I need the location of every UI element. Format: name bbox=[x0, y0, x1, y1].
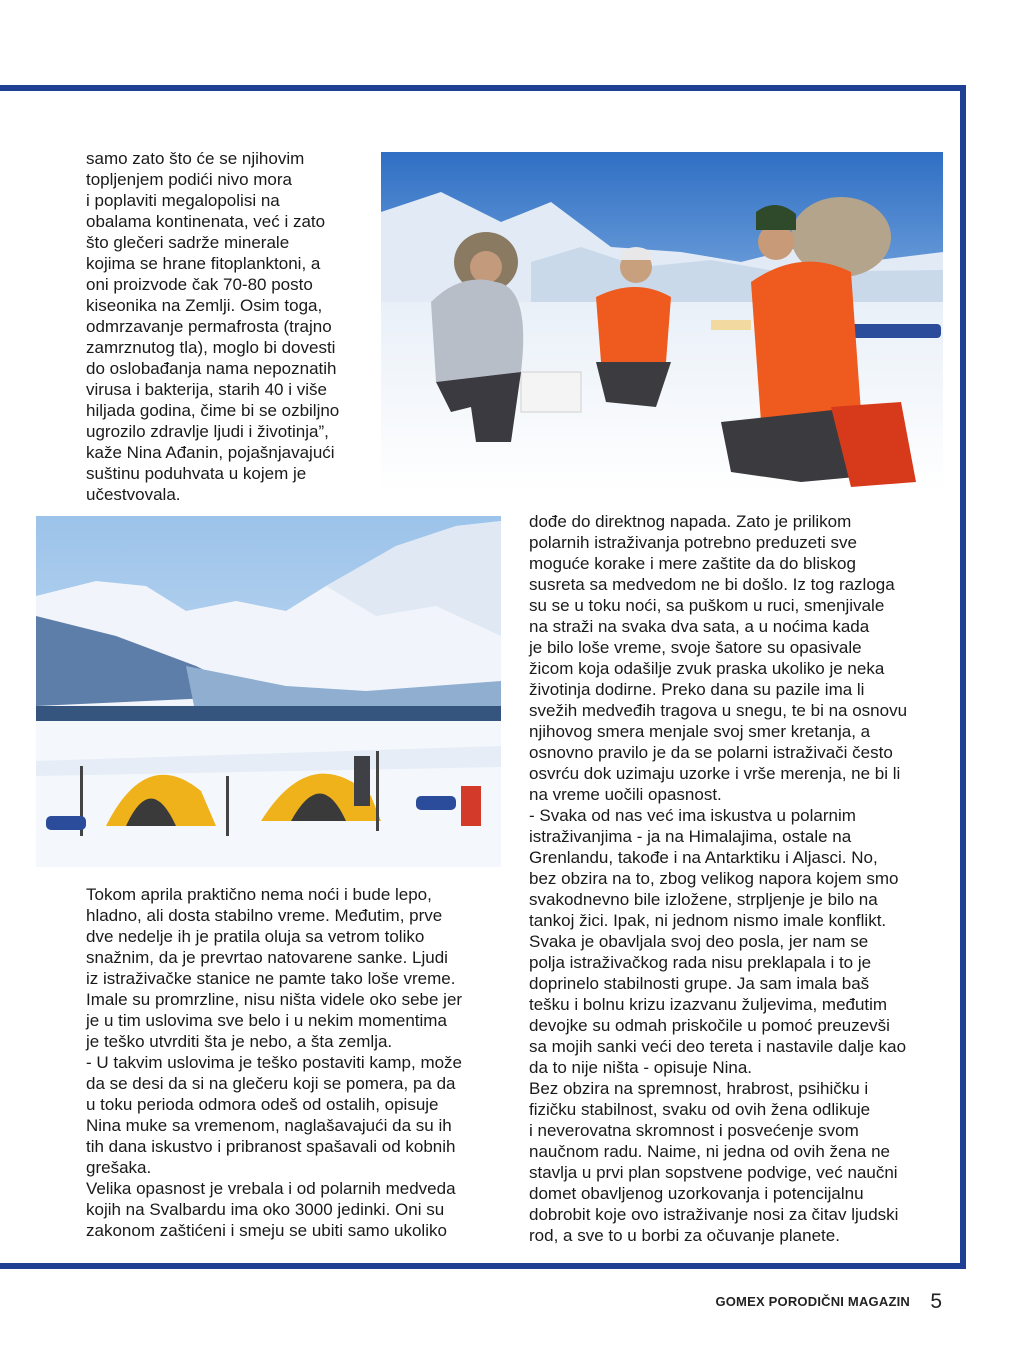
article-paragraph-bottom-left: Tokom aprila praktično nema noći i bude lepo, hladno, ali dosta stabilno vreme. Međutim, prve dve nedelje ih je pratila oluja sa vetrom toliko snažnim, da je prevrtao natovarene sanke. Ljudi iz istraživačke stanice ne pamte tako loše vreme. Imale su promrzline, nisu ništa videle oko sebe jer je u tim uslovima sve belo i u nekim momentima je teško utvrditi šta je nebo, a šta zemlja. - U takvim uslovima je teško postaviti kamp, može da se desi da si na glečeru koji se pomera, pa da u toku perioda odmora odeš od ostalih, opisuje Nina muke sa vremenom, naglašavajući da su ih tih dana iskustvo i pribranost spašavali od kobnih grešaka. Velika opasnost je vrebala i od polarnih medveda kojih na Svalbardu ima oko 3000 jedinki. Oni su zakonom zaštićeni i smeju se ubiti samo ukoliko bbox=[86, 885, 463, 1240]
page-frame-bottom bbox=[0, 1263, 966, 1269]
page-frame-top bbox=[0, 85, 966, 91]
page-footer bbox=[700, 1291, 950, 1321]
page-frame-right bbox=[960, 85, 966, 1269]
page-number: 5 bbox=[930, 1290, 942, 1313]
researchers-on-snow-photo bbox=[381, 152, 943, 493]
magazine-name: GOMEX PORODIČNI MAGAZIN bbox=[715, 1294, 910, 1309]
article-paragraph-top-left: samo zato što će se njihovim topljenjem podići nivo mora i poplaviti megalopolisi na obalama kontinenata, već i zato što glečeri sadrže minerale kojima se hrane fitoplanktoni, a oni proizvode čak 70-80 posto kiseonika na Zemlji. Osim toga, odmrzavanje permafrosta (trajno zamrznutog tla), moglo bi dovesti do oslobađanja nama nepoznatih virusa i bakterija, starih 40 i više hiljada godina, čime bi se ozbiljno ugrozilo zdravlje ljudi i životinja”, kaže Nina Ađanin, pojašnjavajući suštinu poduhvata u kojem je učestvovala. bbox=[86, 149, 340, 504]
arctic-camp-tents-photo bbox=[36, 516, 501, 867]
article-paragraph-right: dođe do direktnog napada. Zato je prilikom polarnih istraživanja potrebno preduzeti sve moguće korake i mere zaštite da do bliskog susreta sa medvedom ne bi došlo. Iz tog razloga su se u toku noći, sa puškom u ruci, smenjivale na straži na svaka dva sata, a u noćima kada je bilo loše vreme, svoje šatore su opasivale žicom koja odašilje zvuk praska ukoliko je neka životinja dodirne. Preko dana su pazile ima li svežih medveđih tragova u snegu, te bi na osnovu njihovog smera menjale svoj smer kretanja, a osnovno pravilo je da se polarni istraživači često osvrću dok uzimaju uzorke i vrše merenja, ne bi li na vreme uočili opasnost. - Svaka od nas već ima iskustva u polarnim istraživanjima - ja na Himalajima, ostale na Grenlandu, takođe i na Antarktiku i Aljasci. No, bez obzira na to, zbog velikog napora kojem smo svakodnevno bile izložene, strpljenje je bilo na tankoj žici. Ipak, ni jednom nismo imale konflikt. Svaka je obavljala svoj deo posla, jer nam se polja istraživačkog rada nisu preklapala i to je doprinelo stabilnosti grupe. Ja sam imala baš tešku i bolnu krizu izazvanu žuljevima, međutim devojke su odmah priskočile u pomoć preuzevši sa mojih sanki veći deo tereta i nastavile dalje kao da to nije ništa - opisuje Nina. Bez obzira na spremnost, hrabrost, psihičku i fizičku stabilnost, svaku od ovih žena odlikuje i neverovatna skromnost i posvećenje svom naučnom radu. Naime, ni jedna od ovih žena ne stavlja u prvi plan sopstvene podvige, već naučni domet obavljenog uzorkovanja i potencijalnu dobrobit koje ovo istraživanje nosi za čitav ljudski rod, a sve to u borbi za očuvanje planete. bbox=[529, 512, 908, 1245]
